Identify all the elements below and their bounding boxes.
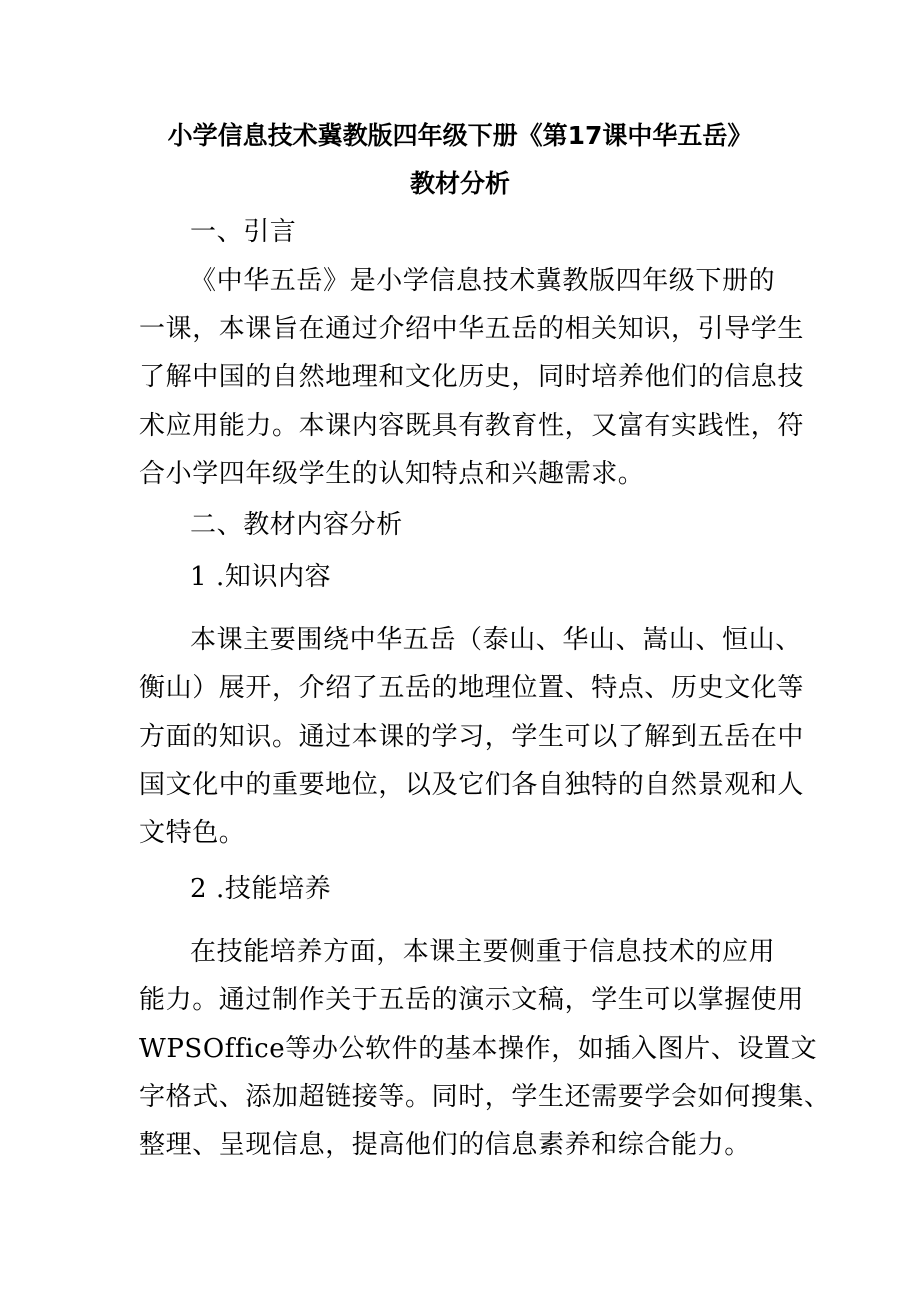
skills-paragraph-line: 字格式、添加超链接等。同时，学生还需要学会如何搜集、 [139, 1082, 831, 1112]
section-heading-content-analysis: 二、教材内容分析 [190, 510, 403, 540]
document-title-line2: 教材分析 [409, 169, 510, 198]
knowledge-paragraph-line: 国文化中的重要地位，以及它们各自独特的自然景观和人 [139, 770, 805, 800]
skills-paragraph-line: 能力。通过制作关于五岳的演示文稿，学生可以掌握使用 [139, 985, 805, 1015]
knowledge-paragraph-line: 本课主要围绕中华五岳（泰山、华山、嵩山、恒山、 [190, 625, 802, 655]
knowledge-paragraph-line: 衡山）展开，介绍了五岳的地理位置、特点、历史文化等 [139, 673, 805, 703]
skills-paragraph-line: 在技能培养方面，本课主要侧重于信息技术的应用 [190, 937, 776, 967]
subheading-knowledge: 1 .知识内容 [190, 562, 332, 592]
intro-paragraph-line: 合小学四年级学生的认知特点和兴趣需求。 [139, 459, 645, 489]
intro-paragraph-line: 一课，本课旨在通过介绍中华五岳的相关知识，引导学生 [139, 314, 805, 344]
intro-paragraph-line: 《中华五岳》是小学信息技术冀教版四年级下册的 [190, 266, 776, 296]
document-title-line1: 小学信息技术冀教版四年级下册《第17课中华五岳》 [167, 121, 753, 150]
knowledge-paragraph-line: 方面的知识。通过本课的学习，学生可以了解到五岳在中 [139, 722, 805, 752]
skills-paragraph-line: 整理、呈现信息，提高他们的信息素养和综合能力。 [139, 1130, 751, 1160]
intro-paragraph-line: 了解中国的自然地理和文化历史，同时培养他们的信息技 [139, 362, 805, 392]
section-heading-intro: 一、引言 [190, 217, 297, 247]
subheading-skills: 2 .技能培养 [190, 874, 332, 904]
knowledge-paragraph-line: 文特色。 [139, 818, 246, 848]
intro-paragraph-line: 术应用能力。本课内容既具有教育性，又富有实践性，符 [139, 411, 805, 441]
skills-paragraph-line: WPSOffice等办公软件的基本操作，如插入图片、设置文 [139, 1034, 818, 1064]
